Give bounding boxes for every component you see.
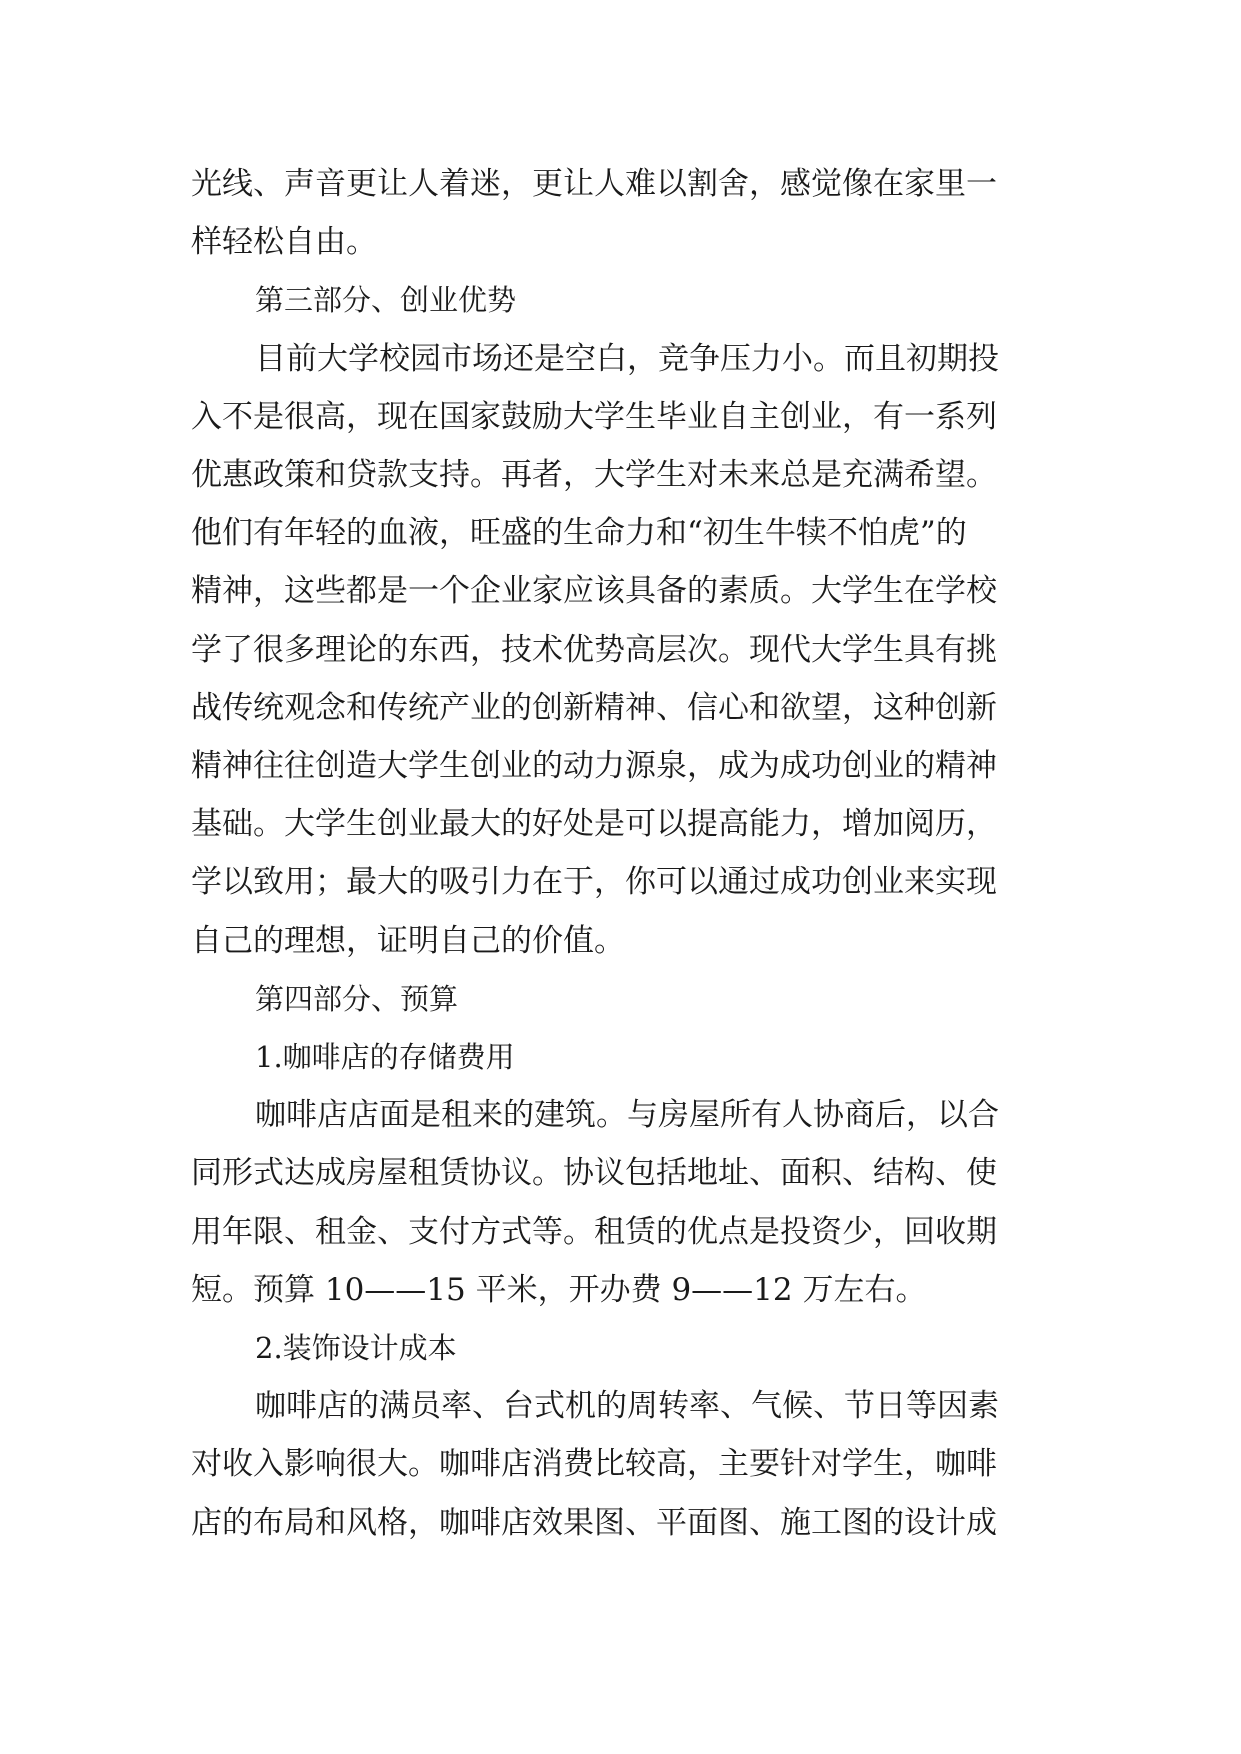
text-line: 咖啡店的满员率、台式机的周转率、气候、节日等因素 — [255, 1388, 999, 1424]
text-line: 精神往往创造大学生创业的动力源泉，成为成功创业的精神 — [191, 748, 997, 784]
text-line: 同形式达成房屋租赁协议。协议包括地址、面积、结构、使 — [191, 1155, 997, 1191]
text-line: 他们有年轻的血液，旺盛的生命力和“初生牛犊不怕虎”的 — [191, 515, 967, 551]
text-line: 对收入影响很大。咖啡店消费比较高，主要针对学生，咖啡 — [191, 1446, 997, 1482]
text-line: 基础。大学生创业最大的好处是可以提高能力，增加阅历， — [191, 806, 997, 842]
text-line: 战传统观念和传统产业的创新精神、信心和欲望，这种创新 — [191, 690, 997, 726]
text-line: 短。预算 10——15 平米，开办费 9——12 万左右。 — [191, 1272, 927, 1308]
text-line: 咖啡店店面是租来的建筑。与房屋所有人协商后，以合 — [255, 1097, 999, 1133]
text-line: 自己的理想，证明自己的价值。 — [191, 923, 625, 959]
text-line: 店的布局和风格，咖啡店效果图、平面图、施工图的设计成 — [191, 1505, 997, 1541]
text-line: 优惠政策和贷款支持。再者，大学生对未来总是充满希望。 — [191, 457, 997, 493]
text-line: 学以致用；最大的吸引力在于，你可以通过成功创业来实现 — [191, 864, 997, 900]
text-line: 用年限、租金、支付方式等。租赁的优点是投资少，回收期 — [191, 1214, 997, 1250]
text-line: 样轻松自由。 — [191, 224, 377, 260]
text-line: 精神，这些都是一个企业家应该具备的素质。大学生在学校 — [191, 573, 997, 609]
subsection-heading: 1.咖啡店的存储费用 — [255, 1040, 515, 1074]
text-line: 目前大学校园市场还是空白，竞争压力小。而且初期投 — [255, 341, 999, 377]
subsection-heading: 2.装饰设计成本 — [255, 1331, 457, 1365]
section-heading: 第四部分、预算 — [255, 982, 459, 1016]
section-heading: 第三部分、创业优势 — [255, 283, 517, 317]
text-line: 光线、声音更让人着迷，更让人难以割舍，感觉像在家里一 — [191, 166, 997, 202]
text-line: 学了很多理论的东西，技术优势高层次。现代大学生具有挑 — [191, 632, 997, 668]
text-line: 入不是很高，现在国家鼓励大学生毕业自主创业，有一系列 — [191, 399, 997, 435]
